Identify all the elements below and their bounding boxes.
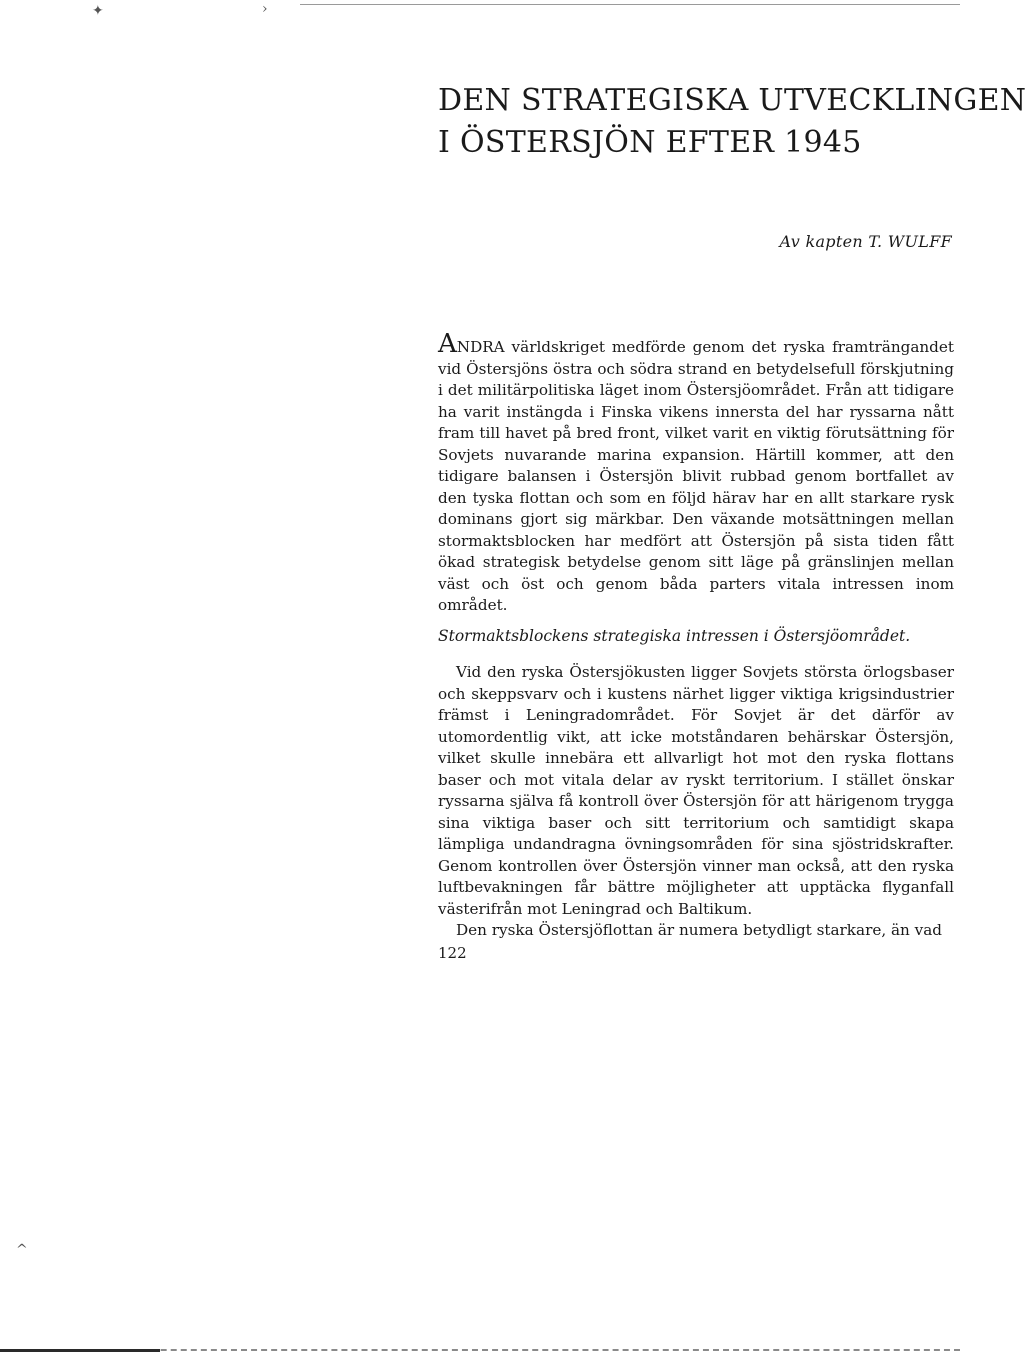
intro-paragraph: [438, 329, 954, 617]
page-number: 122: [438, 944, 467, 962]
title-line-1: DEN STRATEGISKA UTVECKLINGEN: [438, 83, 1026, 118]
scan-speck: ✦: [92, 3, 104, 19]
intro-text: NDRA världskriget medförde genom det ryska framträngandet vid Östersjöns östra och södra strand en betydelsefull förskjutning i det militärpolitiska läget inom Östersjöområdet. Från att tidigare ha varit instängda i Finska vikens innersta del har ryssarna nått fram till havet på bred front, vilket varit en viktig förutsättning för Sovjets nuvarande marina expansion. Härtill kommer, att den tidigare balansen i Östersjön blivit rubbad genom bortfallet av den tyska flottan och som en följd härav har en allt starkare rysk dominans gjort sig märkbar. Den växande motsättningen mellan stormaktsblocken har medfört att Östersjön på sista tiden fått ökad strategisk betydelse genom sitt läge på gränslinjen mellan väst och öst och genom båda parters vitala intressen inom området.: [438, 338, 954, 614]
title-line-2: I ÖSTERSJÖN EFTER 1945: [438, 125, 862, 160]
section-body: [438, 662, 954, 942]
bottom-edge-mark: [0, 1349, 160, 1352]
intro-section: [438, 329, 954, 617]
body-paragraph: Vid den ryska Östersjökusten ligger Sovjets största örlogsbaser och skeppsvarv och i kustens närhet ligger viktiga krigsindustrier främst i Leningradområdet. För Sovjet är det därför av utomordentlig vikt, att icke motståndaren behärskar Östersjön, vilket skulle innebära ett allvarligt hot mot den ryska flottans baser och mot vitala delar av ryskt territorium. I stället önskar ryssarna själva få kontroll över Östersjön för att härigenom trygga sina viktiga baser och sitt territorium och samtidigt skapa lämpliga undandragna övningsområden för sina sjöstridskrafter. Genom kontrollen över Östersjön vinner man också, att den ryska luftbevakningen får bättre möjligheter att upptäcka flyganfall västerifrån mot Leningrad och Baltikum.: [438, 663, 954, 918]
top-edge-rule: [300, 4, 960, 5]
author-byline: Av kapten T. WULFF: [779, 232, 952, 251]
section-heading: Stormaktsblockens strategiska intressen i Östersjöområdet.: [438, 627, 911, 645]
article-title: [438, 80, 1026, 164]
scan-speck: ›: [262, 1, 268, 17]
drop-cap: A: [438, 329, 457, 359]
body-paragraph: Den ryska Östersjöflottan är numera betydligt starkare, än vad: [456, 921, 942, 939]
scan-speck: ^: [16, 1242, 28, 1258]
